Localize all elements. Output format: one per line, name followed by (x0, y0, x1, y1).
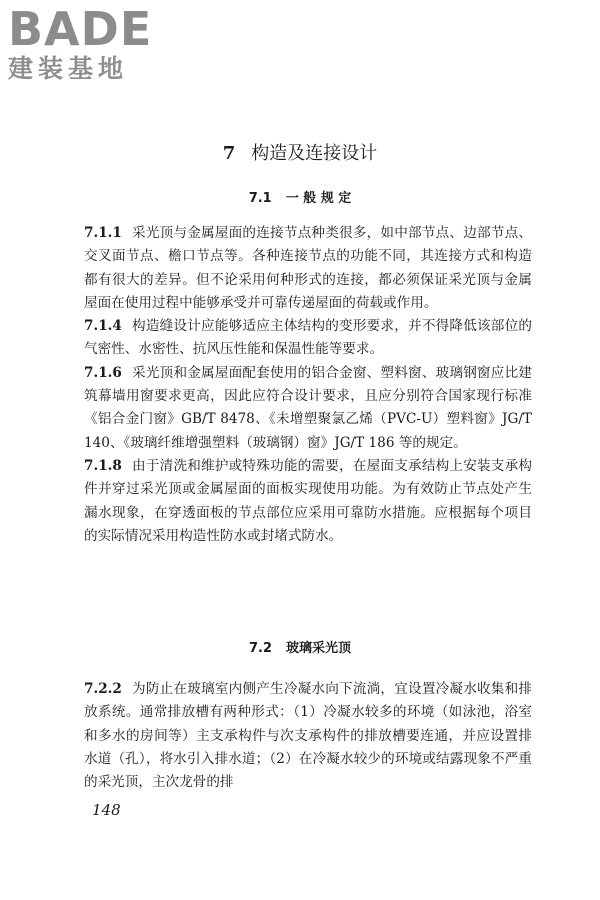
section-heading-7-2 (0, 640, 600, 658)
clause-text: 采光顶和金属屋面配套使用的铝合金窗、塑料窗、玻璃钢窗应比建筑幕墙用窗要求更高，因此应符合设计要求，且应分别符合国家现行标准《铝合金门窗》GB/T 8478、《未增塑聚氯乙烯（PVC-U）塑料窗》JG/T 140、《玻璃纤维增强塑料（玻璃钢）窗》JG/T 186 等的规定。 (84, 364, 532, 451)
clause-paragraph (84, 222, 532, 315)
section-title-text: 一 般 规 定 (285, 191, 352, 206)
clause-text: 由于清洗和维护或特殊功能的需要，在屋面支承结构上安装支承构件并穿过采光顶或金属屋面的面板实现使用功能。为有效防止节点处产生漏水现象，在穿透面板的节点部位应采用可靠防水措施。应根据每个项目的实际情况采用构造性防水或封堵式防水。 (84, 457, 532, 544)
section-number: 7.1 (248, 191, 272, 206)
logo-subtitle: 建装基地 (8, 54, 129, 83)
watermark-logo (8, 2, 183, 84)
chapter-title-text: 构造及连接设计 (251, 143, 378, 164)
section-body-7-1 (84, 222, 532, 548)
page-number: 148 (92, 801, 121, 819)
chapter-number: 7 (222, 143, 236, 164)
clause-paragraph (84, 455, 532, 548)
clause-number: 7.1.6 (84, 364, 122, 381)
clause-number: 7.2.2 (84, 681, 122, 697)
clause-text: 构造缝设计应能够适应主体结构的变形要求，并不得降低该部位的气密性、水密性、抗风压性能和保温性能等要求。 (84, 318, 532, 358)
logo-brand: BADE (8, 2, 153, 56)
chapter-title (0, 142, 600, 166)
section-number: 7.2 (248, 641, 272, 656)
clause-number: 7.1.8 (84, 457, 122, 474)
clause-paragraph (84, 315, 532, 362)
clause-number: 7.1.1 (84, 225, 122, 241)
clause-text: 采光顶与金属屋面的连接节点种类很多，如中部节点、边部节点、交叉面节点、檐口节点等。各种连接节点的功能不同，其连接方式和构造都有很大的差异。但不论采用何种形式的连接，都必须保证采光顶与金属屋面在使用过程中能够承受并可靠传递屋面的荷载或作用。 (84, 225, 532, 311)
clause-paragraph (84, 362, 532, 455)
section-heading-7-1 (0, 190, 600, 208)
clause-number: 7.1.4 (84, 318, 122, 335)
clause-text: 为防止在玻璃室内侧产生冷凝水向下流淌，宜设置冷凝水收集和排放系统。通常排放槽有两种形式：（1）冷凝水较多的环境（如泳池，浴室和多水的房间等）主支承构件与次支承构件的排放槽要连通，并应设置排水道（孔），将水引入排水道；（2）在冷凝水较少的环境或结露现象不严重的采光顶，主次龙骨的排 (84, 681, 532, 791)
clause-paragraph (84, 678, 532, 794)
section-body-7-2 (84, 678, 532, 794)
section-title-text: 玻璃采光顶 (286, 641, 352, 656)
